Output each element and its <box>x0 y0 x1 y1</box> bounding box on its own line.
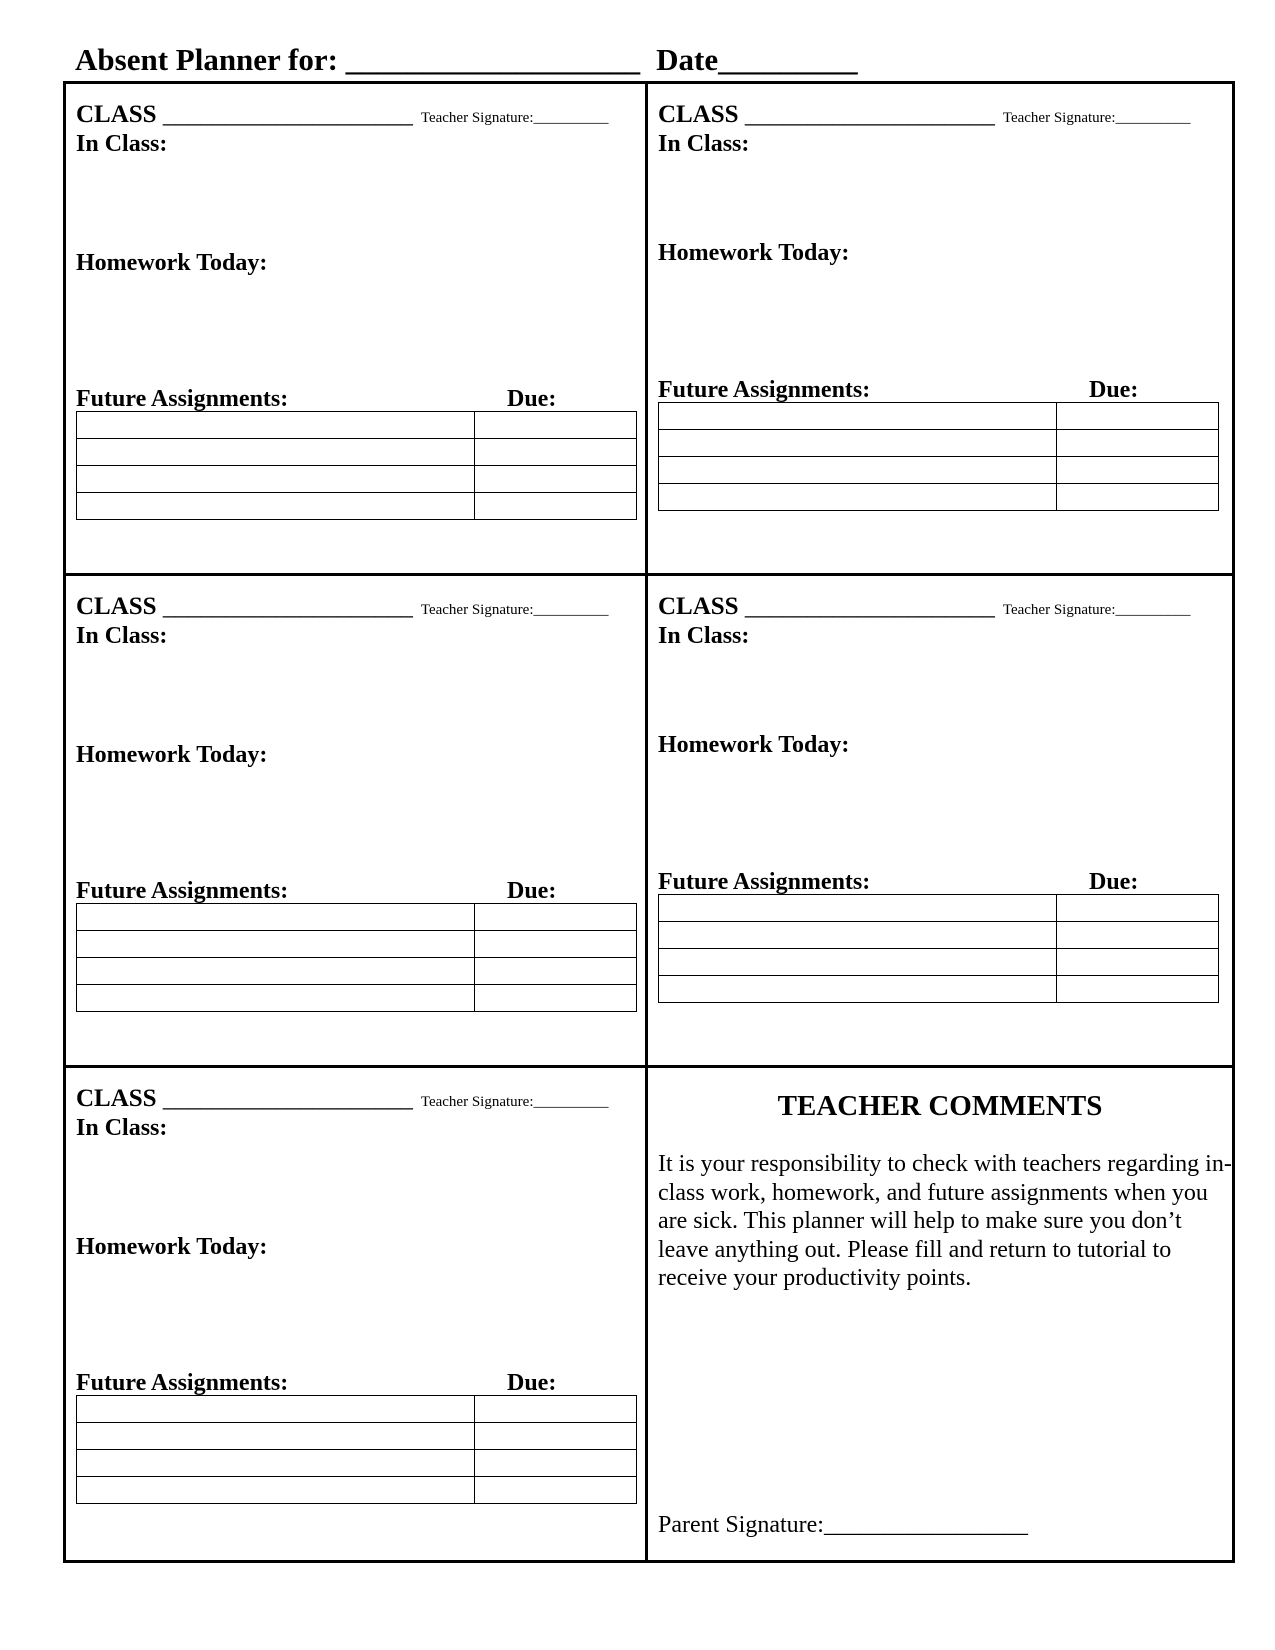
future-assignments-table <box>76 1395 637 1504</box>
teacher-signature-field[interactable]: Teacher Signature:__________ <box>1002 602 1191 618</box>
table-row <box>77 1423 637 1450</box>
table-row <box>659 895 1219 922</box>
due-label: Due: <box>1089 377 1139 403</box>
assignment-cell[interactable] <box>659 895 1057 922</box>
due-cell[interactable] <box>474 1423 636 1450</box>
class-label: CLASS <box>76 593 157 620</box>
future-assignments-label: Future Assignments: <box>76 386 289 412</box>
class-name-blank[interactable]: ____________________ <box>738 101 995 128</box>
table-row <box>77 493 637 520</box>
class-box-2 <box>648 84 1232 576</box>
homework-today-label: Homework Today: <box>658 732 850 758</box>
teacher-comments-title: TEACHER COMMENTS <box>777 1090 1103 1122</box>
future-assignments-label: Future Assignments: <box>76 878 289 904</box>
table-row <box>77 1396 637 1423</box>
class-label: CLASS <box>76 1085 157 1112</box>
in-class-label: In Class: <box>76 623 168 649</box>
class-box-5 <box>66 1068 648 1560</box>
future-assignments-label: Future Assignments: <box>658 869 871 895</box>
homework-today-label: Homework Today: <box>76 1234 268 1260</box>
due-label: Due: <box>507 878 557 904</box>
assignment-cell[interactable] <box>659 484 1057 511</box>
assignment-cell[interactable] <box>77 985 475 1012</box>
due-cell[interactable] <box>474 1450 636 1477</box>
in-class-label: In Class: <box>76 1115 168 1141</box>
teacher-comments-box <box>648 1068 1232 1560</box>
teacher-signature-field[interactable]: Teacher Signature:__________ <box>420 1094 609 1110</box>
table-row <box>77 439 637 466</box>
due-cell[interactable] <box>474 985 636 1012</box>
future-assignments-table <box>658 402 1219 511</box>
due-cell[interactable] <box>474 493 636 520</box>
assignment-cell[interactable] <box>77 439 475 466</box>
class-name-blank[interactable]: ____________________ <box>156 101 413 128</box>
due-cell[interactable] <box>474 1477 636 1504</box>
teacher-signature-field[interactable]: Teacher Signature:__________ <box>420 110 609 126</box>
table-row <box>77 985 637 1012</box>
assignment-cell[interactable] <box>659 922 1057 949</box>
class-name-blank[interactable]: ____________________ <box>156 1085 413 1112</box>
due-cell[interactable] <box>1056 895 1218 922</box>
homework-today-label: Homework Today: <box>76 742 268 768</box>
table-row <box>659 949 1219 976</box>
table-row <box>77 1477 637 1504</box>
assignment-cell[interactable] <box>77 1450 475 1477</box>
assignment-cell[interactable] <box>659 949 1057 976</box>
class-box-3 <box>66 576 648 1068</box>
class-label: CLASS <box>658 101 739 128</box>
page-header <box>75 44 858 75</box>
class-name-blank[interactable]: ____________________ <box>156 593 413 620</box>
teacher-signature-field[interactable]: Teacher Signature:__________ <box>1002 110 1191 126</box>
assignment-cell[interactable] <box>77 931 475 958</box>
due-cell[interactable] <box>1056 976 1218 1003</box>
due-label: Due: <box>1089 869 1139 895</box>
due-cell[interactable] <box>474 958 636 985</box>
due-cell[interactable] <box>474 412 636 439</box>
assignment-cell[interactable] <box>77 412 475 439</box>
table-row <box>659 403 1219 430</box>
assignment-cell[interactable] <box>659 457 1057 484</box>
future-assignments-table <box>76 411 637 520</box>
due-label: Due: <box>507 1370 557 1396</box>
table-row <box>659 976 1219 1003</box>
assignment-cell[interactable] <box>77 904 475 931</box>
class-line <box>658 594 1191 619</box>
assignment-cell[interactable] <box>77 1396 475 1423</box>
planner-title: Absent Planner for: ___________________ <box>75 42 641 77</box>
assignment-cell[interactable] <box>659 403 1057 430</box>
due-cell[interactable] <box>474 904 636 931</box>
teacher-signature-field[interactable]: Teacher Signature:__________ <box>420 602 609 618</box>
class-line <box>76 594 609 619</box>
class-label: CLASS <box>76 101 157 128</box>
assignment-cell[interactable] <box>77 1423 475 1450</box>
assignment-cell[interactable] <box>659 976 1057 1003</box>
assignment-cell[interactable] <box>77 1477 475 1504</box>
class-box-1 <box>66 84 648 576</box>
class-label: CLASS <box>658 593 739 620</box>
assignment-cell[interactable] <box>659 430 1057 457</box>
due-cell[interactable] <box>474 1396 636 1423</box>
class-name-blank[interactable]: ____________________ <box>738 593 995 620</box>
assignment-cell[interactable] <box>77 466 475 493</box>
instructions-text: It is your responsibility to check with teachers regarding in-class work, homework, and future assignments when you are sick. This planner will help to make sure you don’t leave anything out. Please fill and return to tutorial to receive your productivity points. <box>658 1151 1232 1291</box>
class-line <box>658 102 1191 127</box>
table-row <box>77 466 637 493</box>
planner-grid <box>63 81 1235 1563</box>
future-assignments-label: Future Assignments: <box>658 377 871 403</box>
homework-today-label: Homework Today: <box>76 250 268 276</box>
in-class-label: In Class: <box>658 131 750 157</box>
future-assignments-label: Future Assignments: <box>76 1370 289 1396</box>
future-assignments-table <box>76 903 637 1012</box>
due-label: Due: <box>507 386 557 412</box>
due-cell[interactable] <box>1056 430 1218 457</box>
class-line <box>76 102 609 127</box>
table-row <box>659 922 1219 949</box>
table-row <box>659 457 1219 484</box>
assignment-cell[interactable] <box>77 493 475 520</box>
due-cell[interactable] <box>1056 949 1218 976</box>
table-row <box>77 931 637 958</box>
homework-today-label: Homework Today: <box>658 240 850 266</box>
due-cell[interactable] <box>1056 457 1218 484</box>
table-row <box>77 904 637 931</box>
date-field: Date_________ <box>656 42 858 77</box>
class-box-4 <box>648 576 1232 1068</box>
table-row <box>659 484 1219 511</box>
table-row <box>77 412 637 439</box>
class-line <box>76 1086 609 1111</box>
due-cell[interactable] <box>474 439 636 466</box>
assignment-cell[interactable] <box>77 958 475 985</box>
due-cell[interactable] <box>474 466 636 493</box>
parent-signature-field[interactable]: Parent Signature:_________________ <box>658 1512 1028 1538</box>
future-assignments-table <box>658 894 1219 1003</box>
table-row <box>77 1450 637 1477</box>
table-row <box>659 430 1219 457</box>
due-cell[interactable] <box>1056 403 1218 430</box>
in-class-label: In Class: <box>76 131 168 157</box>
due-cell[interactable] <box>1056 922 1218 949</box>
due-cell[interactable] <box>1056 484 1218 511</box>
due-cell[interactable] <box>474 931 636 958</box>
in-class-label: In Class: <box>658 623 750 649</box>
table-row <box>77 958 637 985</box>
